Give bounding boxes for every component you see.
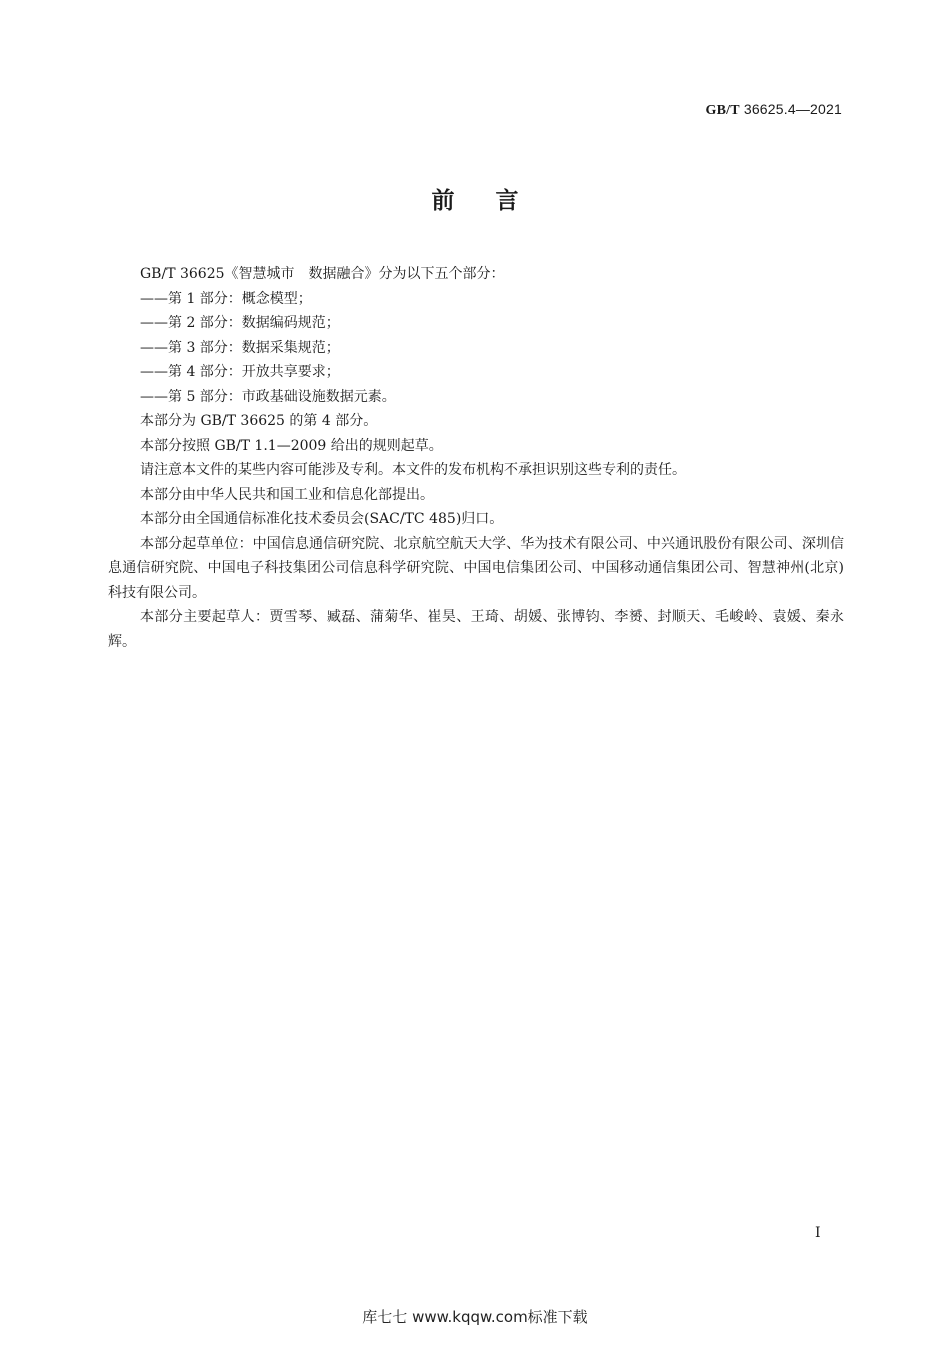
part-list-item: ——第 4 部分：开放共享要求； bbox=[140, 364, 340, 380]
part-list-item: ——第 5 部分：市政基础设施数据元素。 bbox=[140, 388, 396, 405]
part-list-item: ——第 2 部分：数据编码规范； bbox=[140, 315, 340, 331]
paragraph: 请注意本文件的某些内容可能涉及专利。本文件的发布机构不承担识别这些专利的责任。 bbox=[140, 462, 686, 478]
part-list-item: ——第 1 部分：概念模型； bbox=[140, 290, 312, 307]
page-number: I bbox=[815, 1225, 821, 1241]
part-list-item: ——第 3 部分：数据采集规范； bbox=[140, 339, 340, 356]
standard-code bbox=[705, 101, 842, 119]
paragraph: 本部分由全国通信标准化技术委员会(SAC/TC 485)归口。 bbox=[140, 511, 504, 527]
intro-paragraph: GB/T 36625《智慧城市 数据融合》分为以下五个部分： bbox=[140, 266, 505, 282]
paragraph: 本部分由中华人民共和国工业和信息化部提出。 bbox=[140, 486, 434, 503]
watermark-text: 库七七 www.kqqw.com标准下载 bbox=[362, 1308, 588, 1326]
drafters-paragraph: 本部分主要起草人：贾雪琴、臧磊、蒲菊华、崔昊、王琦、胡媛、张博钧、李赟、封顺天、毛峻岭、袁媛、秦永辉。 bbox=[108, 609, 844, 650]
standard-prefix: GB/T bbox=[705, 103, 740, 118]
paragraph: 本部分按照 GB/T 1.1—2009 给出的规则起草。 bbox=[140, 437, 443, 454]
standard-number: 36625.4—2021 bbox=[739, 101, 842, 117]
page-title: 前言 bbox=[431, 188, 560, 214]
drafting-units-paragraph: 本部分起草单位：中国信息通信研究院、北京航空航天大学、华为技术有限公司、中兴通讯股份有限公司、深圳信息通信研究院、中国电子科技集团公司信息科学研究院、中国电信集团公司、中国移动通信集团公司、智慧神州(北京)科技有限公司。 bbox=[108, 535, 844, 601]
foreword-body bbox=[108, 262, 844, 654]
paragraph: 本部分为 GB/T 36625 的第 4 部分。 bbox=[140, 413, 378, 429]
